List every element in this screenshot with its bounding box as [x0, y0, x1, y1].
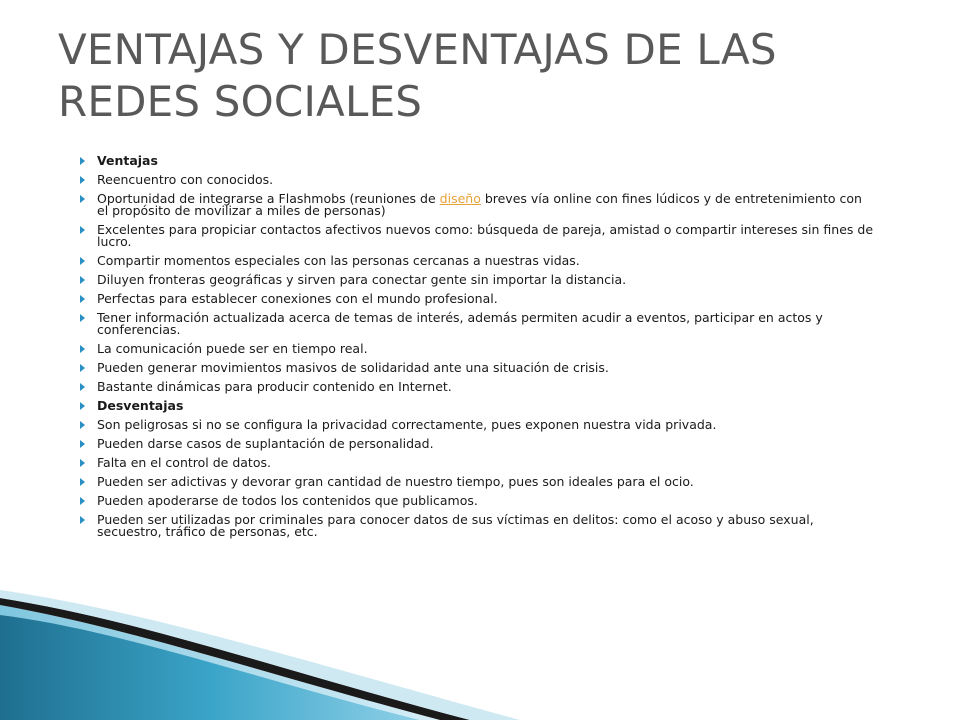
bullet-item: [76, 224, 876, 248]
bullet-text: Compartir momentos especiales con las personas cercanas a nuestras vidas.: [97, 253, 580, 268]
bullet-text: Tener información actualizada acerca de temas de interés, además permiten acudir a eventos, participar en actos y conferencias.: [97, 310, 823, 337]
bullet-item: [76, 293, 876, 305]
bullet-item: [76, 419, 876, 431]
bullet-item: [76, 495, 876, 507]
bullet-item: [76, 362, 876, 374]
bullet-list: [76, 155, 876, 545]
bullet-arrow-icon: [80, 226, 85, 234]
bullet-arrow-icon: [80, 195, 85, 203]
bullet-item: [76, 457, 876, 469]
bullet-arrow-icon: [80, 383, 85, 391]
bullet-text: breves vía online con fines lúdicos y de entretenimiento con el propósito de movilizar a miles de personas): [97, 191, 862, 218]
bullet-arrow-icon: [80, 314, 85, 322]
bullet-arrow-icon: [80, 276, 85, 284]
bullet-arrow-icon: [80, 364, 85, 372]
bullet-text: Reencuentro con conocidos.: [97, 172, 274, 187]
bullet-text: Diluyen fronteras geográficas y sirven para conectar gente sin importar la distancia.: [97, 272, 627, 287]
bullet-arrow-icon: [80, 516, 85, 524]
bullet-text: Falta en el control de datos.: [97, 455, 271, 470]
bullet-arrow-icon: [80, 295, 85, 303]
bullet-text: Pueden generar movimientos masivos de solidaridad ante una situación de crisis.: [97, 360, 609, 375]
section-heading: [76, 400, 876, 412]
bullet-arrow-icon: [80, 257, 85, 265]
bullet-text: La comunicación puede ser en tiempo real.: [97, 341, 368, 356]
bullet-arrow-icon: [80, 157, 85, 165]
bullet-arrow-icon: [80, 345, 85, 353]
bullet-arrow-icon: [80, 497, 85, 505]
slide-title: VENTAJAS Y DESVENTAJAS DE LAS REDES SOCIALES: [58, 25, 777, 126]
bullet-item: [76, 343, 876, 355]
bullet-arrow-icon: [80, 402, 85, 410]
section-heading: [76, 155, 876, 167]
bullet-arrow-icon: [80, 176, 85, 184]
bullet-text: Perfectas para establecer conexiones con el mundo profesional.: [97, 291, 498, 306]
bullet-text: Desventajas: [97, 398, 184, 413]
bullet-text: Pueden darse casos de suplantación de personalidad.: [97, 436, 434, 451]
bullet-item: [76, 514, 876, 538]
bullet-item: [76, 274, 876, 286]
bullet-item: [76, 174, 876, 186]
bullet-text: Excelentes para propiciar contactos afectivos nuevos como: búsqueda de pareja, amistad o compartir intereses sin fines de lucro.: [97, 222, 874, 249]
bullet-item: [76, 193, 876, 217]
bullet-text: Son peligrosas si no se configura la privacidad correctamente, pues exponen nuestra vida privada.: [97, 417, 717, 432]
bullet-text: Pueden apoderarse de todos los contenidos que publicamos.: [97, 493, 478, 508]
bullet-item: [76, 476, 876, 488]
bullet-arrow-icon: [80, 478, 85, 486]
bullet-text: Oportunidad de integrarse a Flashmobs (reuniones de: [97, 191, 440, 206]
bullet-text: Ventajas: [97, 153, 158, 168]
bullet-text: Pueden ser utilizadas por criminales para conocer datos de sus víctimas en delitos: como el acoso y abuso sexual, secuestro, tráfico de personas, etc.: [97, 512, 814, 539]
bullet-arrow-icon: [80, 440, 85, 448]
bullet-text: Bastante dinámicas para producir contenido en Internet.: [97, 379, 452, 394]
bullet-item: [76, 381, 876, 393]
diseno-link[interactable]: diseño: [439, 191, 481, 206]
bullet-item: [76, 312, 876, 336]
bullet-arrow-icon: [80, 421, 85, 429]
bullet-arrow-icon: [80, 459, 85, 467]
bullet-item: [76, 255, 876, 267]
bullet-text: Pueden ser adictivas y devorar gran cantidad de nuestro tiempo, pues son ideales para el ocio.: [97, 474, 694, 489]
bullet-item: [76, 438, 876, 450]
